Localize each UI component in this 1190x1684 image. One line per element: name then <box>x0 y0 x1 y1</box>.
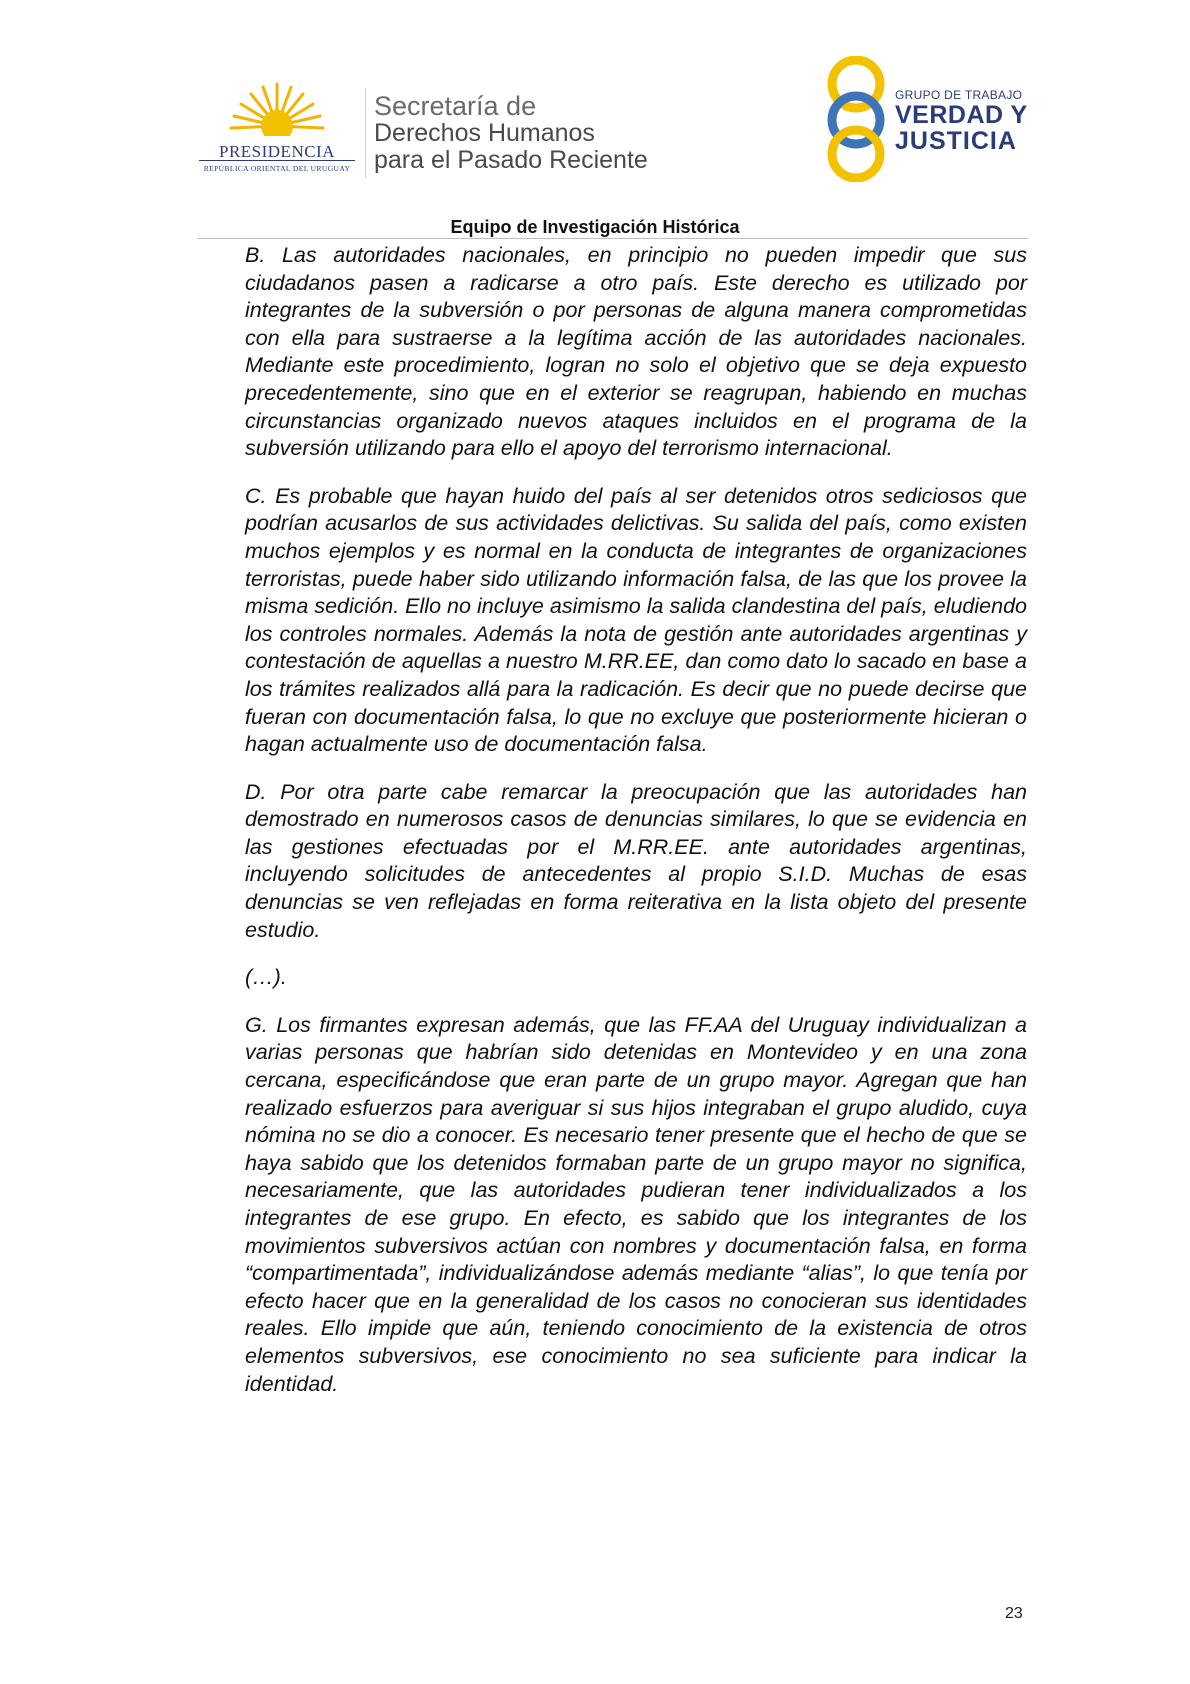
presidencia-logo <box>197 80 357 180</box>
verdad-justicia-logo <box>820 56 1040 182</box>
presidencia-subtitle: REPÚBLICA ORIENTAL DEL URUGUAY <box>203 164 351 173</box>
paragraph-ellipsis: (…). <box>245 965 287 990</box>
paragraph-d: D. Por otra parte cabe remarcar la preocupación que las autoridades han demostrado en numerosos casos de denuncias similares, lo que se evidencia en las gestiones efectuadas por el M.RR.EE. ante autoridades argentinas, incluyendo solicitudes de antecedentes al propio S.I.D. Muchas de esas denuncias se ven reflejadas en forma reiterativa en la lista objeto del presente estudio. <box>245 779 1027 942</box>
paragraph-b: B. Las autoridades nacionales, en principio no pueden impedir que sus ciudadanos pasen a radicarse a otro país. Este derecho es utilizado por integrantes de la subversión o por personas de alguna manera comprometidas con ella para sustraerse a la legítima acción de las autoridades nacionales. Mediante este procedimiento, logran no solo el objetivo que se deja expuesto precedentemente, sino que en el exterior se reagrupan, habiendo en muchas circunstancias organizado nuevos ataques incluidos en el programa de la subversión utilizando para ello el apoyo del terrorismo internacional. <box>245 243 1027 461</box>
document-body <box>245 242 1027 1418</box>
grupo-line-1: GRUPO DE TRABAJO <box>895 88 1023 102</box>
interlinked-rings-icon <box>820 56 892 182</box>
page-header <box>0 0 1190 240</box>
secretaria-line-1: Secretaría de <box>374 91 537 121</box>
logo-divider <box>365 88 366 178</box>
grupo-line-2: VERDAD Y <box>895 101 1028 129</box>
page-number: 23 <box>1005 1605 1023 1622</box>
grupo-line-3: JUSTICIA <box>895 127 1017 155</box>
secretaria-title <box>374 92 648 174</box>
secretaria-line-3: para el Pasado Reciente <box>374 146 648 174</box>
sun-emblem-icon <box>229 80 325 142</box>
verdad-justicia-text <box>895 88 1028 154</box>
paragraph-c: C. Es probable que hayan huido del país al ser detenidos otros sediciosos que podrían acusarlos de sus actividades delictivas. Su salida del país, como existen muchos ejemplos y es normal en la conducta de integrantes de organizaciones terroristas, puede haber sido utilizando información falsa, de las que los provee la misma sedición. Ello no incluye asimismo la salida clandestina del país, eludiendo los controles normales. Además la nota de gestión ante autoridades argentinas y contestación de aquellas a nuestro M.RR.EE, dan como dato lo sacado en base a los trámites realizados allá para la radicación. Es decir que no puede decirse que fueran con documentación falsa, lo que no excluye que posteriormente hicieran o hagan actualmente uso de documentación falsa. <box>245 483 1027 757</box>
team-title: Equipo de Investigación Histórica <box>450 217 740 237</box>
secretaria-line-2: Derechos Humanos <box>374 119 595 147</box>
header-rule <box>198 238 1028 239</box>
presidencia-name: PRESIDENCIA <box>218 142 335 161</box>
paragraph-g: G. Los firmantes expresan además, que las FF.AA del Uruguay individualizan a varias personas que habrían sido detenidas en Montevideo y en una zona cercana, especificándose que eran parte de un grupo mayor. Agregan que han realizado esfuerzos para averiguar si sus hijos integraban el grupo aludido, cuya nómina no se dio a conocer. Es necesario tener presente que el hecho de que se haya sabido que los detenidos formaban parte de un grupo mayor no significa, necesariamente, que las autoridades pudieran tener individualizados a los integrantes de ese grupo. En efecto, es sabido que los integrantes de los movimientos subversivos actúan con nombres y documentación falsa, en forma “compartimentada”, individualizándose además mediante “alias”, lo que tenía por efecto hacer que en la generalidad de los casos no conocieran sus identidades reales. Ello impide que aún, teniendo conocimiento de la existencia de otros elementos subversivos, ese conocimiento no sea suficiente para indicar la identidad. <box>245 1012 1027 1396</box>
